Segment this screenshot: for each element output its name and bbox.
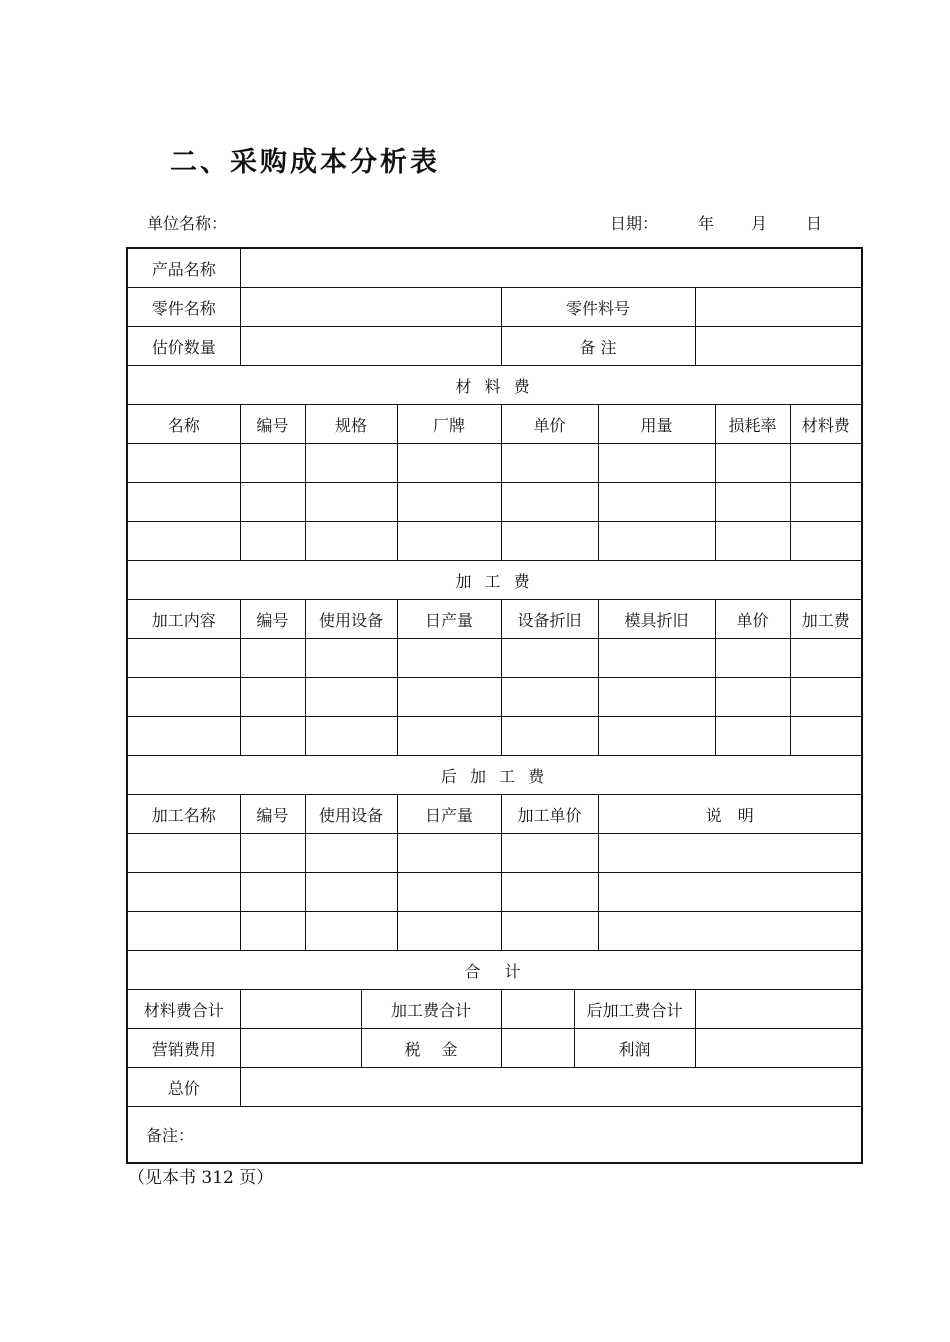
table-cell[interactable]	[501, 717, 598, 756]
table-cell[interactable]	[397, 483, 501, 522]
table-cell[interactable]	[501, 678, 598, 717]
total-price-value[interactable]	[240, 1068, 862, 1107]
table-cell[interactable]	[715, 678, 790, 717]
table-cell[interactable]	[501, 912, 598, 951]
table-row	[127, 1107, 862, 1164]
table-cell[interactable]	[397, 912, 501, 951]
total-price-label: 总价	[127, 1068, 240, 1107]
table-cell[interactable]	[501, 483, 598, 522]
part-name-label: 零件名称	[127, 288, 240, 327]
processing-section-title: 加 工 费	[127, 561, 862, 600]
processing-total-value[interactable]	[501, 990, 574, 1029]
table-row	[127, 873, 862, 912]
table-cell[interactable]	[240, 834, 305, 873]
table-cell[interactable]	[790, 483, 862, 522]
table-cell[interactable]	[240, 912, 305, 951]
page-title: 二、采购成本分析表	[170, 147, 440, 178]
table-row	[127, 366, 862, 405]
table-row	[127, 522, 862, 561]
column-header: 用量	[598, 405, 715, 444]
table-cell[interactable]	[240, 639, 305, 678]
table-cell[interactable]	[127, 444, 240, 483]
remark-label: 备 注	[501, 327, 695, 366]
date-label: 日期：	[610, 214, 659, 233]
table-cell[interactable]	[598, 444, 715, 483]
table-cell[interactable]	[598, 873, 862, 912]
post-processing-section-title: 后 加 工 费	[127, 756, 862, 795]
table-cell[interactable]	[397, 639, 501, 678]
column-header: 说 明	[598, 795, 862, 834]
table-row	[127, 834, 862, 873]
column-header: 加工单价	[501, 795, 598, 834]
column-header: 厂牌	[397, 405, 501, 444]
table-cell[interactable]	[790, 522, 862, 561]
part-name-value[interactable]	[240, 288, 501, 327]
post-total-value[interactable]	[695, 990, 862, 1029]
table-cell[interactable]	[305, 483, 397, 522]
table-cell[interactable]	[715, 639, 790, 678]
table-cell[interactable]	[598, 912, 862, 951]
table-row	[127, 912, 862, 951]
table-cell[interactable]	[305, 717, 397, 756]
table-cell[interactable]	[598, 834, 862, 873]
table-cell[interactable]	[501, 834, 598, 873]
profit-value[interactable]	[695, 1029, 862, 1068]
table-cell[interactable]	[715, 717, 790, 756]
table-cell[interactable]	[397, 444, 501, 483]
column-header: 日产量	[397, 600, 501, 639]
table-row	[127, 600, 862, 639]
table-cell[interactable]	[598, 717, 715, 756]
table-row	[127, 990, 862, 1029]
table-cell[interactable]	[397, 678, 501, 717]
tax-label: 税 金	[361, 1029, 501, 1068]
column-header: 单价	[715, 600, 790, 639]
material-total-value[interactable]	[240, 990, 361, 1029]
column-header: 损耗率	[715, 405, 790, 444]
table-row	[127, 678, 862, 717]
column-header: 使用设备	[305, 600, 397, 639]
table-cell[interactable]	[127, 639, 240, 678]
table-cell[interactable]	[790, 678, 862, 717]
table-cell[interactable]	[715, 483, 790, 522]
column-header: 加工内容	[127, 600, 240, 639]
table-cell[interactable]	[305, 912, 397, 951]
column-header: 加工名称	[127, 795, 240, 834]
column-header: 编号	[240, 795, 305, 834]
table-row	[127, 1068, 862, 1107]
table-cell[interactable]	[501, 639, 598, 678]
table-cell[interactable]	[305, 444, 397, 483]
table-row	[127, 561, 862, 600]
note-cell[interactable]	[127, 1107, 862, 1164]
totals-section-title: 合 计	[127, 951, 862, 990]
table-row	[127, 639, 862, 678]
table-cell[interactable]	[305, 639, 397, 678]
material-total-label: 材料费合计	[127, 990, 240, 1029]
table-row	[127, 1029, 862, 1068]
table-cell[interactable]	[127, 483, 240, 522]
table-cell[interactable]	[790, 444, 862, 483]
note-label: 备注：	[146, 1126, 195, 1145]
cost-analysis-table	[126, 247, 863, 1164]
table-cell[interactable]	[305, 678, 397, 717]
product-name-label: 产品名称	[127, 248, 240, 288]
table-cell[interactable]	[397, 522, 501, 561]
column-header: 日产量	[397, 795, 501, 834]
column-header: 单价	[501, 405, 598, 444]
table-cell[interactable]	[501, 444, 598, 483]
column-header: 加工费	[790, 600, 862, 639]
table-cell[interactable]	[790, 717, 862, 756]
table-cell[interactable]	[598, 522, 715, 561]
estimate-qty-value[interactable]	[240, 327, 501, 366]
column-header: 规格	[305, 405, 397, 444]
table-row	[127, 288, 862, 327]
processing-total-label: 加工费合计	[361, 990, 501, 1029]
table-cell[interactable]	[127, 678, 240, 717]
date-day: 日	[806, 214, 823, 233]
table-cell[interactable]	[397, 834, 501, 873]
estimate-qty-label: 估价数量	[127, 327, 240, 366]
table-cell[interactable]	[240, 444, 305, 483]
table-cell[interactable]	[240, 522, 305, 561]
table-cell[interactable]	[501, 522, 598, 561]
table-row	[127, 405, 862, 444]
date-month: 月	[751, 214, 768, 233]
table-cell[interactable]	[501, 873, 598, 912]
table-cell[interactable]	[598, 483, 715, 522]
table-cell[interactable]	[127, 522, 240, 561]
table-cell[interactable]	[127, 717, 240, 756]
table-cell[interactable]	[305, 522, 397, 561]
marketing-label: 营销费用	[127, 1029, 240, 1068]
table-row	[127, 951, 862, 990]
marketing-value[interactable]	[240, 1029, 361, 1068]
column-header: 设备折旧	[501, 600, 598, 639]
table-cell[interactable]	[598, 678, 715, 717]
remark-value[interactable]	[695, 327, 862, 366]
table-row	[127, 248, 862, 288]
part-number-value[interactable]	[695, 288, 862, 327]
table-row	[127, 483, 862, 522]
tax-value[interactable]	[501, 1029, 574, 1068]
table-cell[interactable]	[240, 873, 305, 912]
table-cell[interactable]	[127, 834, 240, 873]
post-total-label: 后加工费合计	[574, 990, 695, 1029]
table-cell[interactable]	[397, 717, 501, 756]
column-header: 名称	[127, 405, 240, 444]
table-row	[127, 756, 862, 795]
part-number-label: 零件料号	[501, 288, 695, 327]
unit-name-label: 单位名称：	[147, 214, 228, 233]
profit-label: 利润	[574, 1029, 695, 1068]
column-header: 编号	[240, 405, 305, 444]
date-year: 年	[698, 214, 715, 233]
table-cell[interactable]	[790, 639, 862, 678]
table-cell[interactable]	[397, 873, 501, 912]
table-cell[interactable]	[715, 522, 790, 561]
table-row	[127, 717, 862, 756]
table-cell[interactable]	[715, 444, 790, 483]
product-name-value[interactable]	[240, 248, 862, 288]
table-cell[interactable]	[305, 873, 397, 912]
table-row	[127, 327, 862, 366]
material-section-title: 材 料 费	[127, 366, 862, 405]
column-header: 编号	[240, 600, 305, 639]
column-header: 使用设备	[305, 795, 397, 834]
page-reference: （见本书 312 页）	[128, 1168, 274, 1188]
table-cell[interactable]	[127, 912, 240, 951]
table-cell[interactable]	[598, 639, 715, 678]
column-header: 材料费	[790, 405, 862, 444]
table-cell[interactable]	[240, 678, 305, 717]
table-cell[interactable]	[127, 873, 240, 912]
table-row	[127, 444, 862, 483]
date-field	[610, 211, 822, 234]
table-cell[interactable]	[240, 717, 305, 756]
table-cell[interactable]	[240, 483, 305, 522]
column-header: 模具折旧	[598, 600, 715, 639]
table-row	[127, 795, 862, 834]
table-cell[interactable]	[305, 834, 397, 873]
